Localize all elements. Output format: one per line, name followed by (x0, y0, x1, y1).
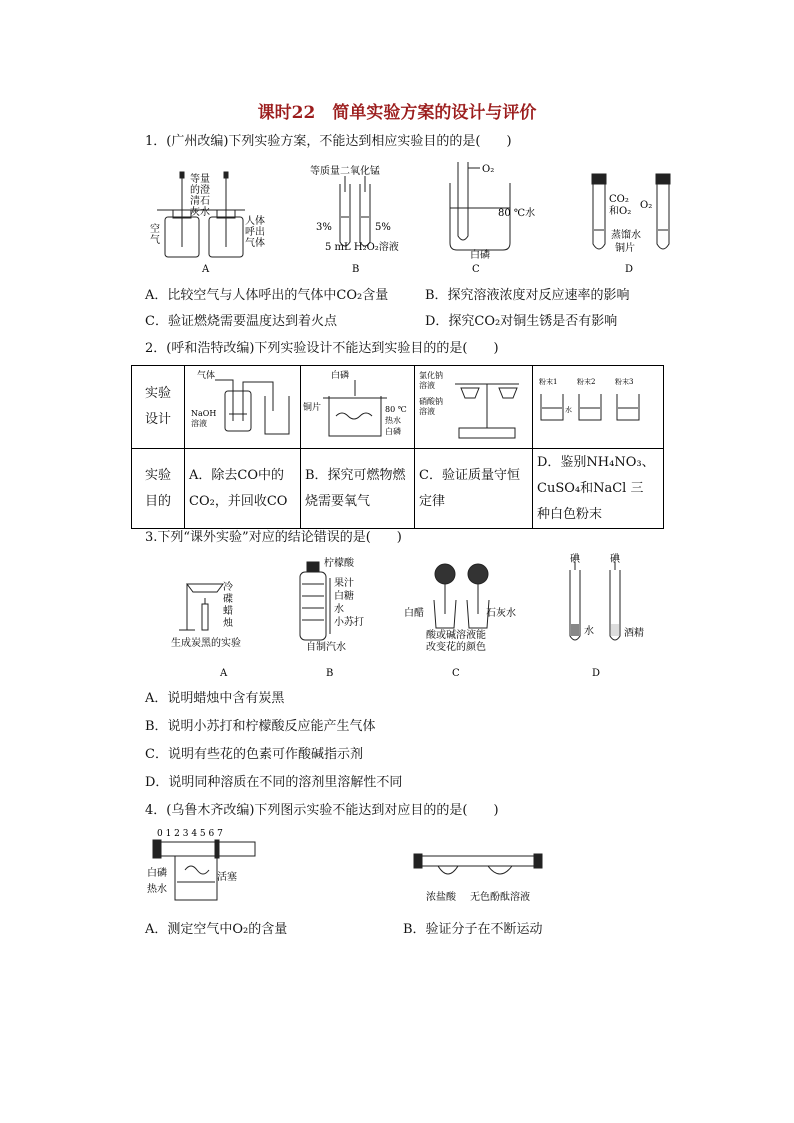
figb-bottom-label: 5 mL H₂O₂溶液 (325, 242, 399, 253)
q3-option-c: C．说明有些花的色素可作酸碱指示剂 (145, 747, 363, 762)
figa-right-3: 气体 (245, 238, 265, 249)
q3c-right: 石灰水 (486, 608, 516, 619)
q1-figure-a (145, 162, 275, 277)
q2-design-c (415, 366, 533, 449)
q2-purpose-c (415, 449, 533, 529)
q3a-l1: 冷 (223, 582, 233, 593)
q2-row2-head-2: 目的 (144, 493, 171, 509)
q2b-t: 80 ℃ (385, 405, 407, 414)
q2d-p3: 粉末3 (615, 378, 634, 386)
q2-purpose-c-2: 定律 (419, 493, 446, 509)
figa-right-1: 人体 (245, 216, 265, 227)
q3d-caption: D (592, 668, 601, 679)
q2b-p2: 白磷 (385, 427, 401, 436)
figa-right-2: 呼出 (245, 227, 265, 238)
q3-option-b: B．说明小苏打和柠檬酸反应能产生气体 (145, 719, 376, 734)
q2-design-a (185, 366, 301, 449)
q2-row1-head-2: 设计 (144, 412, 171, 427)
q2-row2-head-1: 实验 (144, 467, 171, 483)
q3a-caption: A (220, 668, 228, 679)
q3a-l2: 碟 (223, 594, 233, 605)
q3b-bottom: 自制汽水 (306, 642, 346, 653)
figc-gas-label: O₂ (482, 164, 495, 175)
q2-purpose-c-1: C．验证质量守恒 (419, 467, 520, 483)
figa-label-3: 清石 (190, 196, 210, 207)
figc-bottom-label: 白磷 (470, 250, 490, 261)
q2-purpose-d-1: D．鉴别NH₄NO₃、 (537, 454, 655, 470)
figc-temp-label: 80 ℃水 (498, 208, 536, 219)
q2-purpose-d-3: 种白色粉末 (537, 506, 603, 522)
q3d-iodine-2: 碘 (610, 554, 620, 565)
q3b-l3: 水 (334, 604, 344, 615)
q2-table (131, 365, 664, 529)
q3d-iodine-1: 碘 (570, 554, 580, 565)
page-title: 课时22 简单实验方案的设计与评价 (257, 103, 537, 123)
q3b-l2: 白糖 (334, 591, 354, 602)
q3-figure-b (290, 552, 400, 682)
figa-label-1: 等量 (190, 174, 210, 185)
q2d-w: 水 (565, 406, 572, 414)
q4-figure-b (408, 848, 548, 910)
q2-row1-head (132, 366, 185, 449)
q2c-b2: 溶液 (419, 407, 435, 416)
q2-purpose-a (185, 449, 301, 529)
figa-caption: A (202, 264, 210, 275)
question-2-stem: 2．(呼和浩特改编)下列实验设计不能达到实验目的的是( ) (145, 341, 499, 356)
q2-purpose-a-2: CO₂，并回收CO (189, 493, 288, 509)
q4-option-b: B．验证分子在不断运动 (403, 922, 543, 937)
question-1-stem: 1．(广州改编)下列实验方案，不能达到相应实验目的的是( ) (145, 134, 512, 149)
q2-row1-head-1: 实验 (144, 386, 171, 401)
q3a-bottom: 生成炭黑的实验 (171, 638, 241, 649)
q3d-alcohol: 酒精 (624, 628, 644, 639)
q2-design-d (533, 366, 664, 449)
q2-figure-d (533, 366, 651, 444)
q3b-top: 柠檬酸 (324, 558, 354, 569)
q2d-p1: 粉末1 (539, 378, 558, 386)
figd-gas-2: 和O₂ (609, 206, 632, 217)
q4b-left: 浓盐酸 (426, 892, 456, 903)
q2b-cu: 铜片 (303, 403, 322, 413)
q1-figure-c (440, 158, 550, 278)
q3b-l1: 果汁 (334, 578, 354, 589)
question-3-stem: 3.下列“课外实验”对应的结论错误的是( ) (145, 530, 402, 545)
figa-label-4: 灰水 (190, 207, 210, 218)
q1-option-b: B．探究溶液浓度对反应速率的影响 (425, 288, 630, 303)
q4b-right: 无色酚酞溶液 (470, 892, 530, 903)
q1-option-a: A．比较空气与人体呼出的气体中CO₂含量 (145, 288, 389, 303)
figb-top-label: 等质量二氧化锰 (310, 166, 380, 177)
q2-purpose-d (533, 449, 664, 529)
q2-purpose-b-1: B．探究可燃物燃 (305, 467, 406, 483)
q3-figure-d (550, 552, 660, 682)
q1-figure-d (585, 162, 685, 277)
q2-purpose-a-1: A．除去CO中的 (189, 467, 284, 483)
q3b-l4: 小苏打 (334, 617, 364, 628)
q2-purpose-d-2: CuSO₄和NaCl 三 (537, 480, 644, 496)
q2-figure-a (185, 366, 300, 444)
q3a-l4: 烛 (223, 618, 233, 629)
q2-row2-head (132, 449, 185, 529)
q4a-plug: 活塞 (217, 872, 237, 883)
figd-caption: D (625, 264, 634, 275)
question-4-stem: 4．(乌鲁木齐改编)下列图示实验不能达到对应目的的是( ) (145, 803, 499, 818)
q3b-caption: B (326, 668, 334, 679)
figd-water-label: 蒸馏水 (611, 230, 641, 241)
q2-design-b (301, 366, 415, 449)
q2a-naoh: NaOH (191, 409, 217, 418)
q3c-left: 白醋 (404, 608, 424, 619)
figd-gas-3: O₂ (640, 200, 653, 211)
figd-copper-label: 铜片 (615, 243, 635, 254)
q3c-caption: C (452, 668, 460, 679)
q2-figure-b (301, 366, 414, 444)
q2b-p: 白磷 (331, 371, 350, 381)
q4a-w: 热水 (147, 884, 167, 895)
figa-air-1: 空 (150, 224, 160, 235)
q3c-bottom-2: 改变花的颜色 (426, 642, 486, 653)
q2a-gas: 气体 (197, 371, 216, 381)
q1-option-c: C．验证燃烧需要温度达到着火点 (145, 314, 337, 329)
q3a-l3: 蜡 (223, 606, 233, 617)
figa-label-2: 的澄 (190, 185, 210, 196)
q1-figure-b (300, 162, 430, 277)
q3-option-d: D．说明同种溶质在不同的溶剂里溶解性不同 (145, 775, 403, 790)
q3-figure-c (400, 552, 520, 682)
q4a-scale: 0 1 2 3 4 5 6 7 (157, 829, 223, 839)
figc-caption: C (472, 264, 480, 275)
q1-option-d: D．探究CO₂对铜生锈是否有影响 (425, 314, 618, 329)
q3c-bottom-1: 酸或碱溶液能 (426, 630, 486, 641)
q4-figure-a (145, 824, 265, 914)
figd-gas-1: CO₂ (609, 194, 629, 205)
q2-purpose-b (301, 449, 415, 529)
q4a-p: 白磷 (147, 868, 167, 879)
q2-figure-c (415, 366, 532, 444)
q2b-w: 热水 (385, 416, 401, 425)
q4-option-a: A．测定空气中O₂的含量 (145, 922, 288, 937)
q2c-a1: 氯化钠 (419, 371, 443, 380)
q2c-a2: 溶液 (419, 381, 435, 390)
figa-air-2: 气 (150, 235, 160, 246)
q3-option-a: A．说明蜡烛中含有炭黑 (145, 691, 285, 706)
figb-caption: B (352, 264, 360, 275)
q2-purpose-b-2: 烧需要氧气 (305, 493, 371, 509)
q2c-b1: 硝酸钠 (419, 397, 443, 406)
q3d-water: 水 (584, 626, 594, 637)
q3-figure-a (165, 552, 275, 682)
q2a-sol: 溶液 (191, 419, 207, 428)
q2d-p2: 粉末2 (577, 378, 596, 386)
figb-right-label: 5% (375, 222, 391, 233)
figb-left-label: 3% (316, 222, 332, 233)
